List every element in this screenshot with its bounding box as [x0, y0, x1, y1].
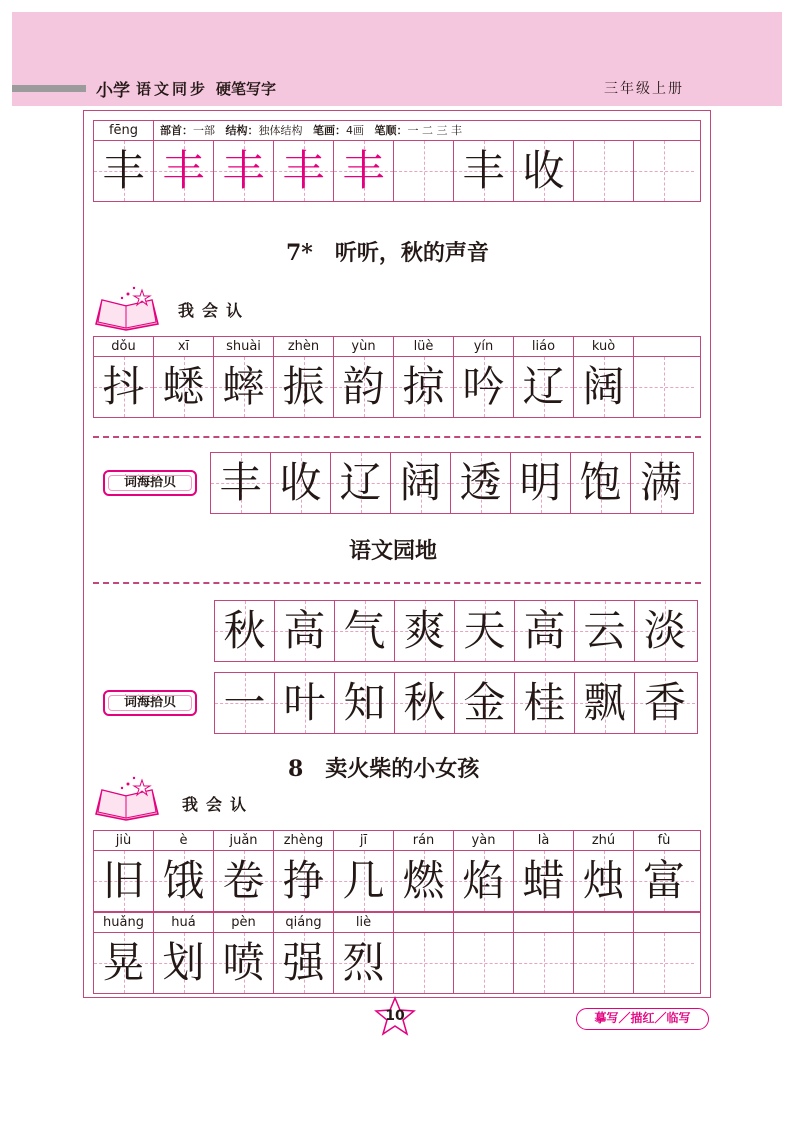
- radical-label: 部首：: [160, 124, 193, 137]
- char-cell[interactable]: 丰: [154, 141, 214, 201]
- char-cell[interactable]: 飘: [575, 673, 635, 733]
- pinyin: lüè: [394, 337, 454, 356]
- feng-char-row: [94, 141, 700, 201]
- header-title-tail: 硬笔写字: [216, 79, 277, 98]
- char-cell[interactable]: 知: [335, 673, 395, 733]
- char-cell[interactable]: 振: [274, 357, 334, 417]
- char-cell[interactable]: [634, 141, 694, 201]
- pinyin: xī: [154, 337, 214, 356]
- lesson8-grid-2: [93, 912, 701, 994]
- char-cell[interactable]: 韵: [334, 357, 394, 417]
- lesson8-grid-1: [93, 830, 701, 912]
- char-cell[interactable]: 丰: [214, 141, 274, 201]
- char-cell[interactable]: 高: [515, 601, 575, 661]
- header-title: [96, 76, 276, 100]
- char-cell[interactable]: 焰: [454, 851, 514, 911]
- pinyin: rán: [394, 831, 454, 850]
- char-cell[interactable]: 金: [455, 673, 515, 733]
- pinyin: yàn: [454, 831, 514, 850]
- feng-grid: [93, 120, 701, 202]
- char-cell[interactable]: 蜡: [514, 851, 574, 911]
- pinyin: è: [154, 831, 214, 850]
- char-cell[interactable]: 天: [455, 601, 515, 661]
- char-cell[interactable]: 云: [575, 601, 635, 661]
- char-cell[interactable]: 蟋: [154, 357, 214, 417]
- pinyin: [514, 913, 574, 932]
- char-cell[interactable]: 抖: [94, 357, 154, 417]
- char-cell[interactable]: 燃: [394, 851, 454, 911]
- char-cell[interactable]: 阔: [574, 357, 634, 417]
- char-cell[interactable]: 晃: [94, 933, 154, 993]
- strokes-value: 4画: [346, 124, 364, 137]
- pinyin: huá: [154, 913, 214, 932]
- order-label: 笔顺：: [374, 124, 408, 137]
- char-cell[interactable]: [574, 933, 634, 993]
- lesson7-wohuiren: 我会认: [178, 301, 251, 320]
- char-cell[interactable]: 掠: [394, 357, 454, 417]
- pinyin: zhèn: [274, 337, 334, 356]
- structure-value: 独体结构: [258, 124, 303, 137]
- char-cell[interactable]: 几: [334, 851, 394, 911]
- feng-info-row: [94, 121, 700, 141]
- idiom-grid-1: [214, 600, 698, 662]
- char-cell[interactable]: 旧: [94, 851, 154, 911]
- char-cell[interactable]: 爽: [395, 601, 455, 661]
- lesson8-title: 8 卖火柴的小女孩: [288, 756, 480, 782]
- char-cell[interactable]: 富: [634, 851, 694, 911]
- dashed-separator: [93, 582, 701, 584]
- char-cell[interactable]: 一: [215, 673, 275, 733]
- pinyin: zhèng: [274, 831, 334, 850]
- pinyin: [574, 913, 634, 932]
- header-title-main: 小学: [96, 80, 130, 101]
- char-row: [94, 357, 700, 417]
- footer-tag: 摹写／描红／临写: [576, 1008, 709, 1030]
- idiom-grid-2: [214, 672, 698, 734]
- char-cell[interactable]: 阔: [391, 453, 451, 513]
- char-cell[interactable]: 桂: [515, 673, 575, 733]
- header-grey-bar: [12, 85, 86, 92]
- pinyin: [634, 913, 694, 932]
- pinyin: pèn: [214, 913, 274, 932]
- char-cell[interactable]: [454, 933, 514, 993]
- char-cell[interactable]: 蟀: [214, 357, 274, 417]
- char-cell[interactable]: 满: [631, 453, 691, 513]
- char-cell[interactable]: 挣: [274, 851, 334, 911]
- pinyin-row: [94, 913, 700, 933]
- pinyin: qiáng: [274, 913, 334, 932]
- char-cell[interactable]: 丰: [334, 141, 394, 201]
- char-cell[interactable]: 透: [451, 453, 511, 513]
- pinyin: yùn: [334, 337, 394, 356]
- char-cell[interactable]: 丰: [454, 141, 514, 201]
- char-cell[interactable]: 饱: [571, 453, 631, 513]
- char-cell[interactable]: 香: [635, 673, 695, 733]
- radical-value: 一部: [193, 124, 215, 137]
- char-cell[interactable]: [394, 141, 454, 201]
- header-grade: 三年级上册: [604, 81, 684, 97]
- char-row: [94, 933, 700, 993]
- char-cell[interactable]: 秋: [395, 673, 455, 733]
- structure-label: 结构：: [225, 124, 259, 137]
- char-cell[interactable]: 收: [271, 453, 331, 513]
- dashed-separator: [93, 436, 701, 438]
- pinyin-row: [94, 831, 700, 851]
- char-cell[interactable]: 收: [514, 141, 574, 201]
- pinyin: yín: [454, 337, 514, 356]
- char-cell[interactable]: [574, 141, 634, 201]
- char-cell[interactable]: 辽: [331, 453, 391, 513]
- book-icon: [92, 284, 162, 334]
- char-cell[interactable]: 烛: [574, 851, 634, 911]
- feng-pinyin: fēng: [94, 121, 154, 140]
- lesson7-grid: [93, 336, 701, 418]
- char-cell[interactable]: [394, 933, 454, 993]
- cihai-badge: 词海拾贝: [103, 470, 197, 496]
- pinyin: liáo: [514, 337, 574, 356]
- char-cell[interactable]: 秋: [215, 601, 275, 661]
- char-cell[interactable]: 丰: [274, 141, 334, 201]
- strokes-label: 笔画：: [313, 124, 346, 137]
- pinyin: dǒu: [94, 337, 154, 356]
- cihai-badge: 词海拾贝: [103, 690, 197, 716]
- cihai-grid-1: [210, 452, 694, 514]
- char-row: [211, 453, 693, 513]
- char-cell[interactable]: 高: [275, 601, 335, 661]
- char-cell[interactable]: [634, 357, 694, 417]
- char-row: [215, 673, 697, 733]
- char-cell[interactable]: 气: [335, 601, 395, 661]
- char-row: [215, 601, 697, 661]
- pinyin: jī: [334, 831, 394, 850]
- book-icon: [92, 774, 162, 824]
- char-row: [94, 851, 700, 911]
- pinyin: fù: [657, 833, 671, 848]
- char-cell[interactable]: 烈: [334, 933, 394, 993]
- char-cell[interactable]: 丰: [94, 141, 154, 201]
- char-cell[interactable]: 吟: [454, 357, 514, 417]
- pinyin: [634, 337, 694, 356]
- pinyin-row: [94, 337, 700, 357]
- page-number: [372, 996, 418, 1038]
- char-cell[interactable]: 喷: [214, 933, 274, 993]
- order-value: 一 二 三 丰: [407, 124, 462, 137]
- pinyin: zhú: [574, 831, 634, 850]
- page-number-text: 10: [385, 1008, 405, 1024]
- char-cell[interactable]: 划: [154, 933, 214, 993]
- char-cell[interactable]: [514, 933, 574, 993]
- pinyin: huǎng: [94, 913, 154, 932]
- pinyin: liè: [334, 913, 394, 932]
- pinyin: [454, 913, 514, 932]
- char-cell[interactable]: 辽: [514, 357, 574, 417]
- pinyin: jiù: [94, 831, 154, 850]
- char-cell[interactable]: [634, 933, 694, 993]
- char-cell[interactable]: 淡: [635, 601, 695, 661]
- header-title-sub: 语文同步: [136, 79, 209, 98]
- char-cell[interactable]: 叶: [275, 673, 335, 733]
- char-cell[interactable]: 饿: [154, 851, 214, 911]
- char-cell[interactable]: 丰: [211, 453, 271, 513]
- char-cell[interactable]: 强: [274, 933, 334, 993]
- char-cell[interactable]: 卷: [214, 851, 274, 911]
- lesson7-title: 7* 听听，秋的声音: [286, 240, 489, 266]
- lesson8-wohuiren: 我会认: [182, 795, 255, 814]
- feng-info: [154, 121, 462, 140]
- pinyin: là: [514, 831, 574, 850]
- pinyin: kuò: [574, 337, 634, 356]
- pinyin: juǎn: [214, 831, 274, 850]
- yuwen-yuandi-title: 语文园地: [349, 538, 438, 564]
- pinyin: shuài: [214, 337, 274, 356]
- pinyin: [394, 913, 454, 932]
- char-cell[interactable]: 明: [511, 453, 571, 513]
